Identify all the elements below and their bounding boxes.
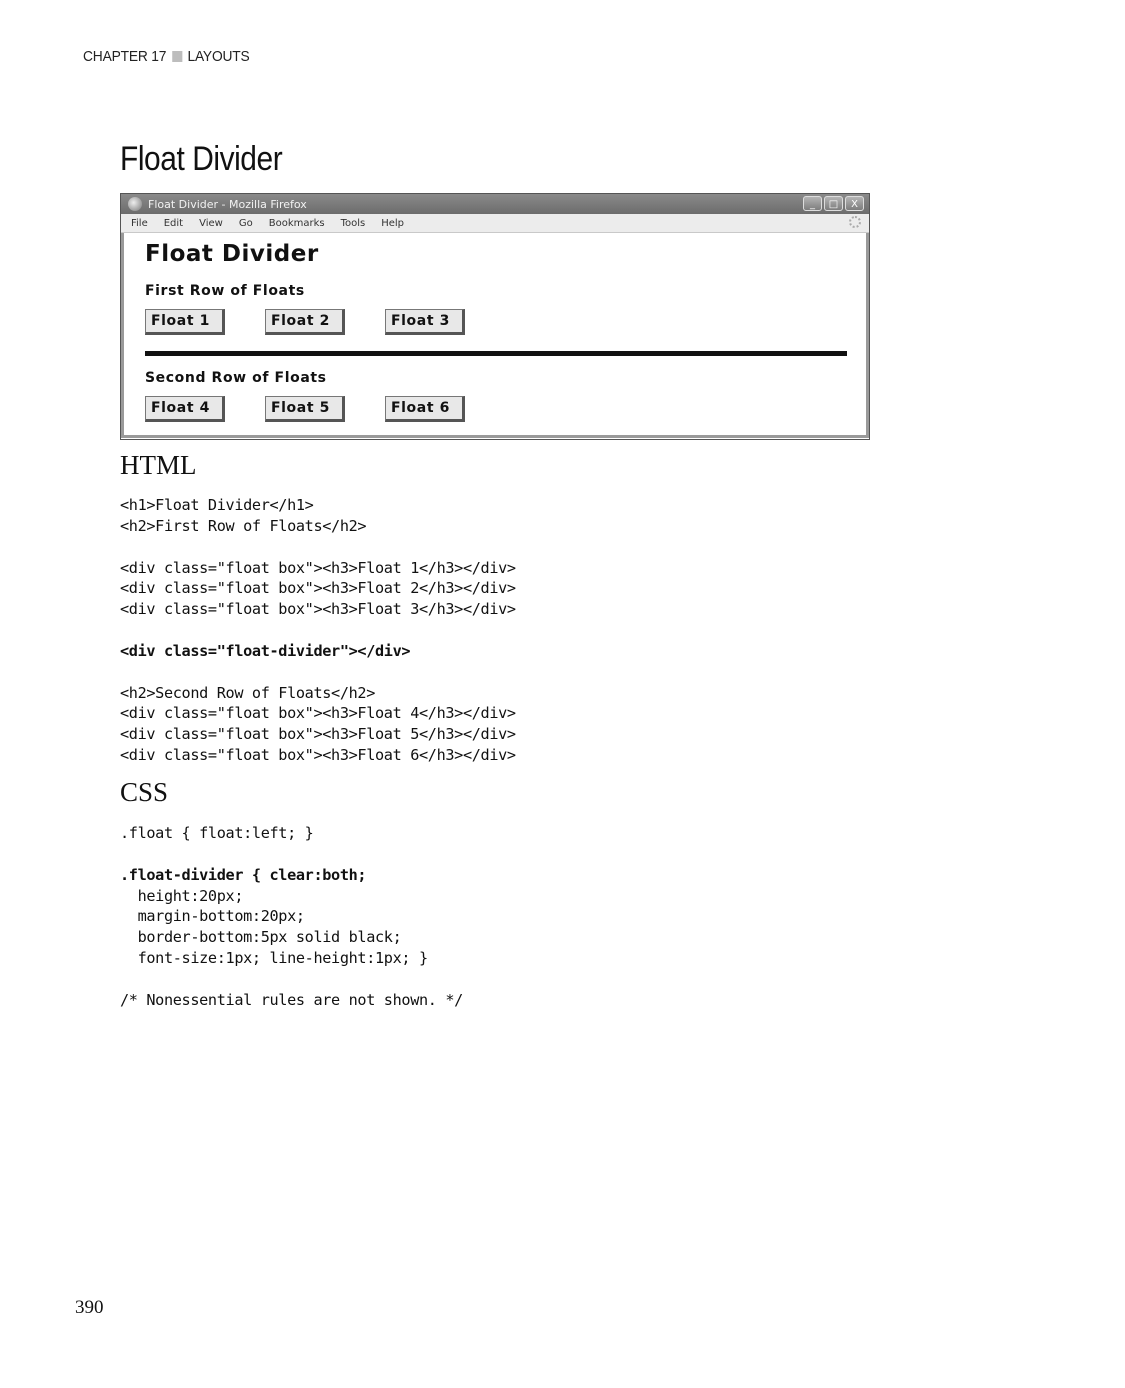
float-divider-line: [145, 351, 847, 356]
throbber-icon: [849, 216, 861, 228]
float-box: Float 3: [385, 309, 465, 335]
menu-file[interactable]: File: [131, 217, 148, 229]
section-label: LAYOUTS: [187, 48, 250, 65]
html-code-block: [120, 495, 516, 766]
menu-view[interactable]: View: [199, 217, 223, 229]
menu-bar: [121, 214, 869, 233]
css-label: CSS: [120, 777, 169, 807]
row1-floats: [145, 309, 465, 335]
running-head: [83, 48, 250, 65]
code-line: <div class="float box"><h3>Float 4</h3></div>: [120, 704, 516, 723]
browser-page-content: [121, 233, 869, 438]
code-line: .float { float:left; }: [120, 824, 314, 842]
code-line: [120, 537, 516, 558]
window-titlebar: [121, 194, 869, 214]
menu-tools[interactable]: Tools: [340, 217, 366, 229]
row2-heading: Second Row of Floats: [145, 370, 327, 386]
minimize-button[interactable]: _: [803, 196, 822, 211]
menu-bookmarks[interactable]: Bookmarks: [268, 217, 325, 229]
code-line: border-bottom:5px solid black;: [120, 928, 402, 947]
float-box: Float 4: [145, 396, 225, 422]
css-code-block: [120, 823, 463, 1011]
code-line: [120, 662, 516, 683]
float-box: Float 1: [145, 309, 225, 335]
code-line: font-size:1px; line-height:1px; }: [120, 949, 428, 968]
section-title: Float Divider: [120, 140, 283, 178]
code-line: <div class="float box"><h3>Float 6</h3></div>: [120, 746, 516, 765]
code-line-highlight: .float-divider { clear:both;: [120, 865, 367, 884]
code-line: /* Nonessential rules are not shown. */: [120, 990, 463, 1009]
menu-go[interactable]: Go: [238, 217, 253, 229]
separator-square-icon: [172, 51, 182, 62]
browser-screenshot: [120, 193, 870, 440]
float-box: Float 5: [265, 396, 345, 422]
code-line-highlight: <div class="float-divider"></div>: [120, 641, 411, 660]
chapter-label: CHAPTER 17: [83, 48, 167, 65]
row1-heading: First Row of Floats: [145, 283, 305, 299]
code-line: <div class="float box"><h3>Float 5</h3></div>: [120, 725, 516, 744]
menu-edit[interactable]: Edit: [163, 217, 184, 229]
code-line: <div class="float box"><h3>Float 2</h3></div>: [120, 579, 516, 598]
html-label: HTML: [120, 450, 197, 480]
maximize-button[interactable]: □: [824, 196, 843, 211]
menu-help[interactable]: Help: [381, 217, 405, 229]
float-box: Float 6: [385, 396, 465, 422]
code-line: <div class="float box"><h3>Float 3</h3></div>: [120, 600, 516, 619]
code-line: [120, 620, 516, 641]
window-controls: [803, 196, 864, 211]
window-title: Float Divider - Mozilla Firefox: [148, 197, 307, 211]
demo-heading: Float Divider: [145, 241, 319, 267]
code-line: <h2>First Row of Floats</h2>: [120, 516, 367, 535]
row2-floats: [145, 396, 465, 422]
firefox-icon: [128, 197, 142, 211]
page-number: 390: [75, 1297, 104, 1318]
code-line: [120, 844, 463, 865]
code-line: [120, 969, 463, 990]
code-line: height:20px;: [120, 886, 244, 905]
code-line: <h1>Float Divider</h1>: [120, 496, 314, 514]
float-box: Float 2: [265, 309, 345, 335]
code-line: <h2>Second Row of Floats</h2>: [120, 683, 376, 702]
close-button[interactable]: X: [845, 196, 864, 211]
code-line: margin-bottom:20px;: [120, 907, 305, 926]
code-line: <div class="float box"><h3>Float 1</h3></div>: [120, 558, 516, 577]
